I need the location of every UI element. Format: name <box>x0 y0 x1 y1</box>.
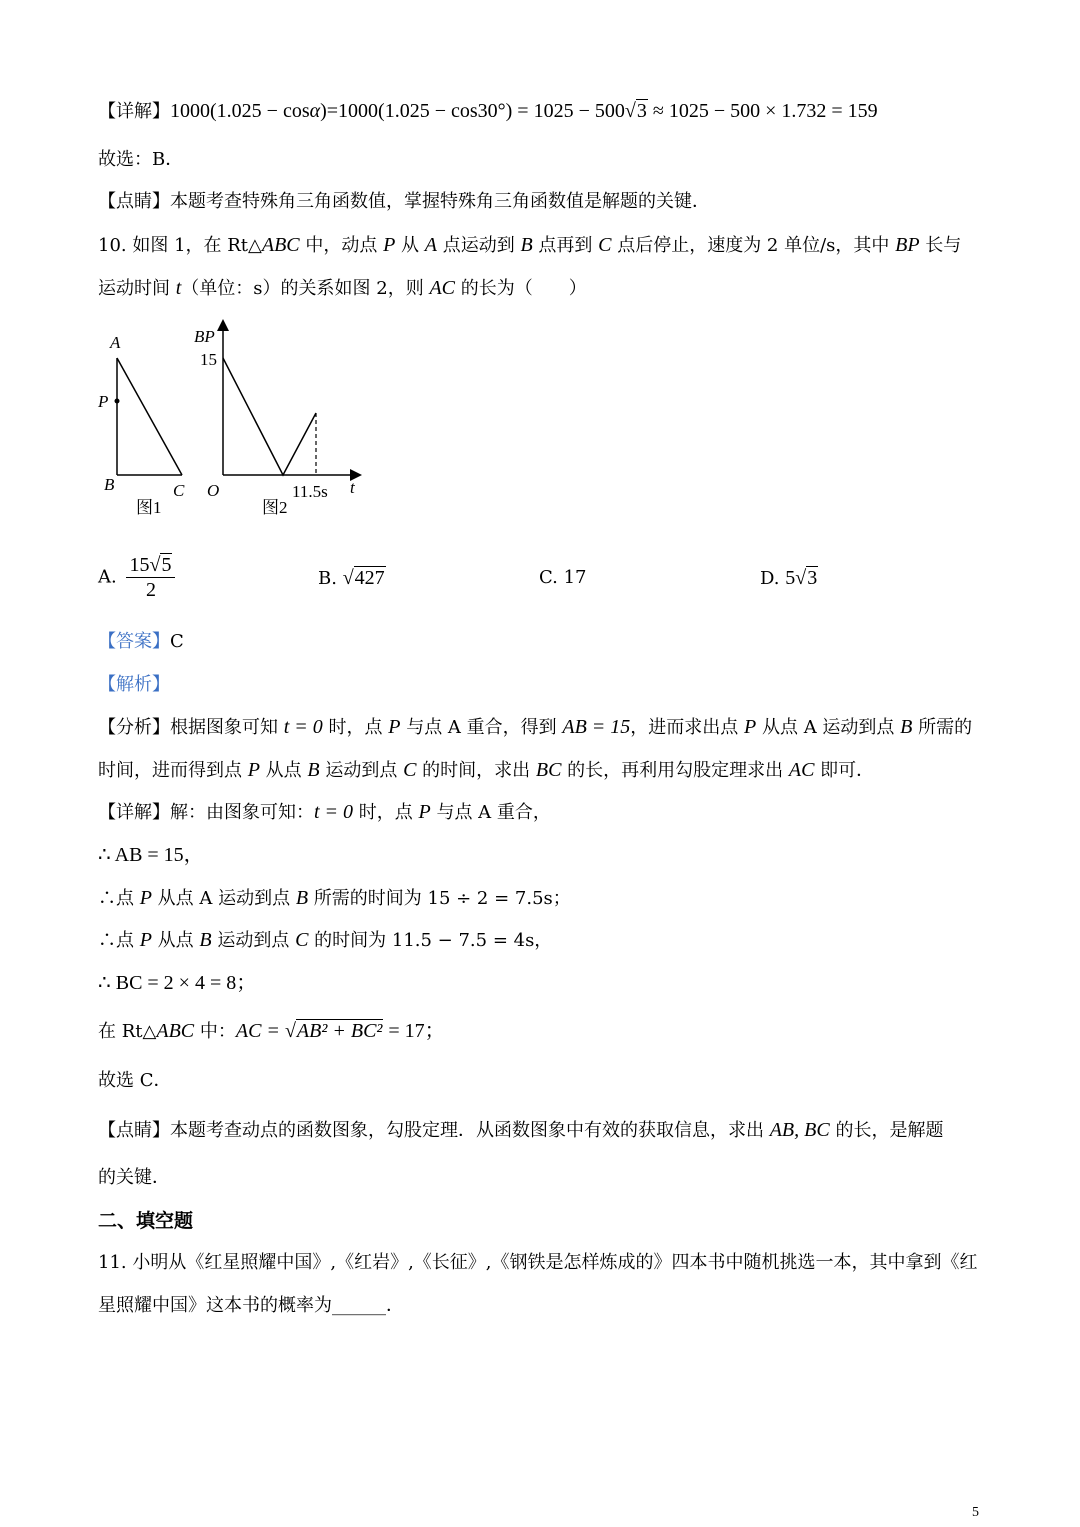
figure-2 <box>194 325 356 517</box>
option-a[interactable]: A. $\frac{15√5}{2}$ <box>98 553 179 602</box>
label-c: C <box>173 481 185 500</box>
option-b[interactable]: B. √427 <box>318 567 385 589</box>
label-p: P <box>98 392 109 411</box>
x-tick-11-5: 11.5s <box>292 482 328 501</box>
y-tick-15: 15 <box>200 350 217 369</box>
detail-step-4: ∴ BC = 2 × 4 = 8； <box>98 972 257 994</box>
detail-step-1: ∴ AB = 15， <box>98 844 204 866</box>
label-b: B <box>104 475 115 494</box>
section-2-heading: 二、填空题 <box>98 1210 194 1232</box>
detail-step-5: 在 Rt△ABC 中：AC = √AB² + BC² = 17； <box>98 1020 445 1042</box>
question-10-line-1: 10. 如图 1，在 Rt△ABC 中，动点 P 从 A 点运动到 B 点再到 C 点后停止，速度为 2 单位/s，其中 BP 长与 <box>98 234 962 256</box>
choose-b-line: 故选：B． <box>98 149 184 170</box>
fenxi-line-2: 时间，进而得到点 P 从点 B 运动到点 C 的时间，求出 BC 的长，再利用勾股定理求出 AC 即可． <box>98 759 875 781</box>
dianjing2-line-2: 的关键． <box>98 1167 170 1188</box>
figure-1 <box>97 333 185 517</box>
point-p <box>115 399 120 404</box>
origin-label: O <box>207 481 220 500</box>
answer-line: 【答案】C <box>98 631 184 652</box>
detail-step-3: ∴点 P 从点 B 运动到点 C 的时间为 11.5 − 7.5 = 4s， <box>98 929 553 951</box>
figure-1-caption: 图1 <box>136 498 162 517</box>
x-axis-label: t <box>350 478 355 497</box>
y-axis-label: BP <box>194 327 215 346</box>
figures <box>90 315 380 525</box>
question-11-line-2: 星照耀中国》这本书的概率为______． <box>98 1295 404 1316</box>
fenxi-line-1: 【分析】根据图象可知 t = 0 时，点 P 与点 A 重合，得到 AB = 15，进而求出点 P 从点 A 运动到点 B 所需的 <box>98 716 973 738</box>
dianjing2-line-1: 【点睛】本题考查动点的函数图象，勾股定理．从函数图象中有效的获取信息，求出 AB, BC 的长，是解题 <box>98 1119 944 1141</box>
detail-line-1: 【详解】1000(1.025 − cosα)=1000(1.025 − cos30°) = 1025 − 500√3 ≈ 1025 − 500 × 1.732 = 159 <box>98 100 878 122</box>
question-11-line-1: 11. 小明从《红星照耀中国》,《红岩》,《长征》,《钢铁是怎样炼成的》四本书中随机挑选一本，其中拿到《红 <box>98 1252 978 1273</box>
label-a: A <box>110 333 121 352</box>
option-d[interactable]: D. 5√3 <box>760 567 818 589</box>
figure-2-caption: 图2 <box>262 498 288 517</box>
detail-step-2: ∴点 P 从点 A 运动到点 B 所需的时间为 15 ÷ 2 = 7.5s； <box>98 887 571 909</box>
option-c[interactable]: C. 17 <box>539 567 587 588</box>
dianjing-line-1: 【点睛】本题考查特殊角三角函数值，掌握特殊角三角函数值是解题的关键． <box>98 191 710 212</box>
question-10-line-2: 运动时间 t（单位：s）的关系如图 2，则 AC 的长为（ ） <box>98 277 587 299</box>
detail-line-1b: 【详解】解：由图象可知：t = 0 时，点 P 与点 A 重合， <box>98 801 551 823</box>
bp-curve <box>223 358 316 475</box>
analysis-tag: 【解析】 <box>98 674 170 695</box>
detail-step-6: 故选 C． <box>98 1070 172 1091</box>
page-number: 5 <box>972 1505 979 1520</box>
